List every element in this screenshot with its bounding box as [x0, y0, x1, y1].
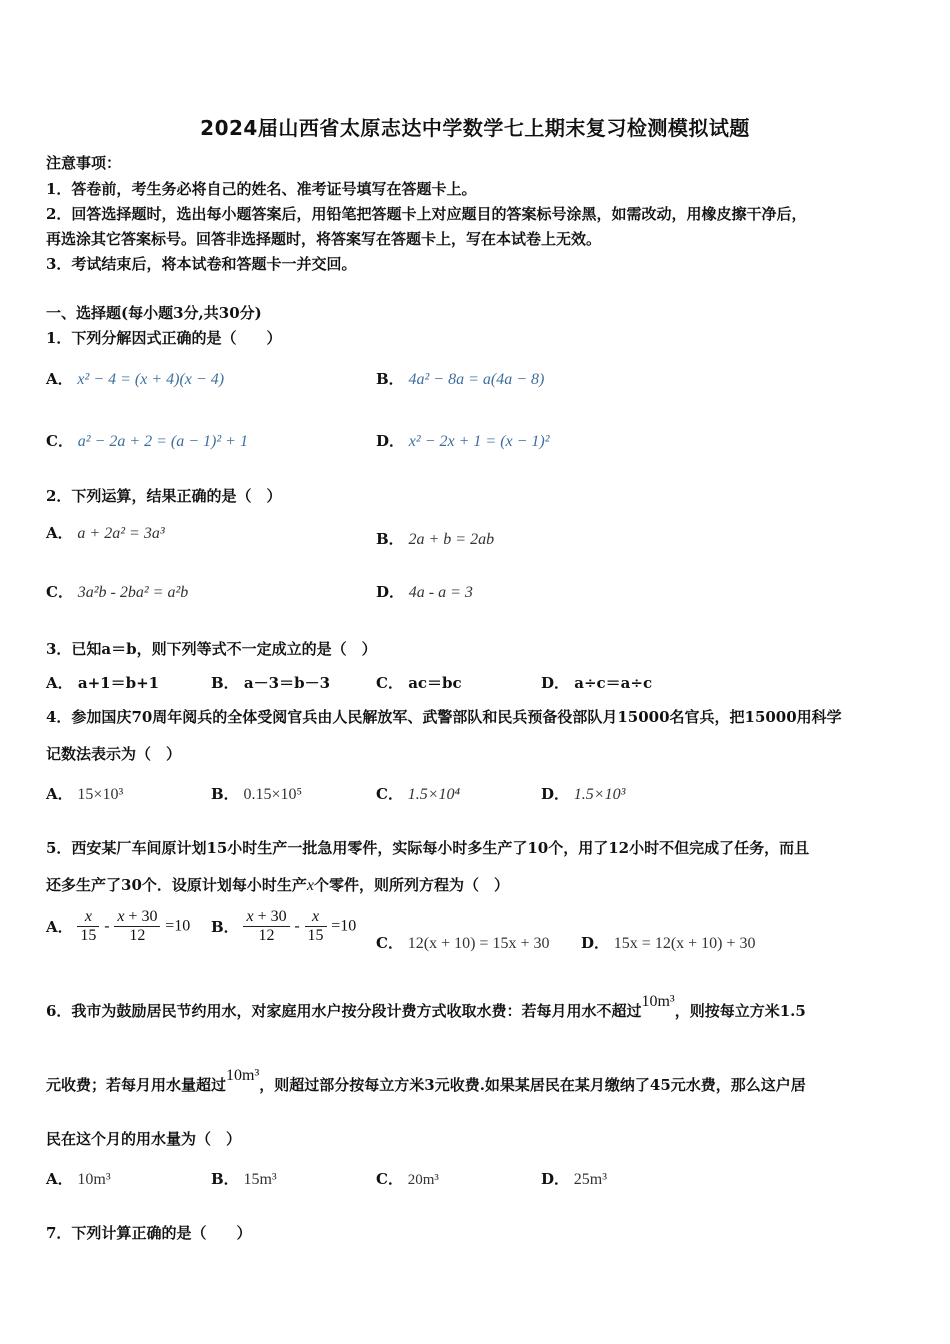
- q2-option-d: [376, 581, 473, 602]
- q5-option-d-expr: 15x = 12(x + 10) + 30: [613, 935, 756, 952]
- option-label: B．: [211, 785, 239, 803]
- q6-stem-part3: 元收费；若每月用水量超过: [46, 1076, 227, 1094]
- q1-option-d-expr: x² − 2x + 1 = (x − 1)²: [408, 433, 550, 450]
- q2-option-a: [46, 522, 165, 543]
- q4-option-c-expr: 1.5×10⁴: [407, 786, 461, 803]
- q5-option-d: [581, 932, 756, 953]
- notice-item-2: 2．回答选择题时，选出每小题答案后，用铅笔把答题卡上对应题目的答案标号涂黑，如需改动，用橡皮擦干净后，: [46, 205, 807, 223]
- q3-option-a-expr: a+1＝b+1: [77, 674, 160, 692]
- q3-stem: 3．已知a＝b，则下列等式不一定成立的是（ ）: [46, 640, 377, 658]
- option-label: C．: [376, 934, 403, 952]
- q5-stem-part1: 还多生产了30个．设原计划每小时生产: [46, 876, 307, 894]
- q3-option-b: [211, 672, 330, 693]
- option-label: D．: [376, 583, 405, 601]
- q1-option-a: [46, 368, 224, 389]
- q6-option-b: [211, 1168, 277, 1189]
- q5-b-fraction-2: $\frac{x}{15}$: [305, 908, 327, 945]
- option-label: A．: [46, 674, 73, 692]
- q3-option-a: [46, 672, 159, 693]
- q2-option-d-expr: 4a - a = 3: [408, 584, 473, 601]
- q4-option-a-expr: 15×10³: [77, 786, 124, 803]
- q5-b-fraction-1: $\frac{x + 30}{12}$: [243, 908, 289, 945]
- q4-option-c: [376, 783, 460, 804]
- q2-option-b-expr: 2a + b = 2ab: [408, 531, 495, 548]
- q5-option-b: B． $\frac{x + 30}{12}$ - $\frac{x}{15}$ =10: [211, 908, 357, 944]
- q6-stem-part1: 6．我市为鼓励居民节约用水，对家庭用水户按分段计费方式收取水费：若每月用水不超过: [46, 1002, 642, 1020]
- q4-option-b: [211, 783, 302, 804]
- option-label: C．: [376, 674, 403, 692]
- q5-stem-line1: 5．西安某厂车间原计划15小时生产一批急用零件，实际每小时多生产了10个，用了12小时不但完成了任务，而且: [46, 839, 810, 857]
- q5-a-fraction-2: $\frac{x + 30}{12}$: [114, 908, 160, 945]
- notice-item-3: 3．考试结束后，将本试卷和答题卡一并交回。: [46, 255, 357, 273]
- q5-option-c: [376, 932, 549, 953]
- option-label: A．: [46, 524, 73, 542]
- q1-option-c-expr: a² − 2a + 2 = (a − 1)² + 1: [77, 433, 248, 450]
- q6-option-d: [541, 1168, 607, 1189]
- q6-unit-2: 10m³: [226, 1067, 260, 1084]
- option-label: A．: [46, 918, 73, 936]
- option-label: B．: [376, 370, 404, 388]
- option-label: C．: [46, 432, 73, 450]
- q6-stem-line1: [46, 993, 806, 1021]
- q6-stem-line2: [46, 1067, 806, 1095]
- q6-stem-line3: 民在这个月的用水量为（ ）: [46, 1130, 242, 1148]
- q6-unit-1: 10m³: [641, 993, 675, 1010]
- q1-option-b: [376, 368, 544, 389]
- option-label: C．: [376, 785, 403, 803]
- q1-option-a-expr: x² − 4 = (x + 4)(x − 4): [77, 371, 225, 388]
- q2-option-c: [46, 581, 188, 602]
- q5-variable: x: [306, 877, 314, 894]
- q5-stem-line2: [46, 874, 509, 895]
- q4-option-d: [541, 783, 625, 804]
- q5-option-c-expr: 12(x + 10) = 15x + 30: [407, 935, 550, 952]
- q4-option-b-expr: 0.15×10⁵: [243, 786, 303, 803]
- option-label: A．: [46, 785, 73, 803]
- q2-option-a-expr: a + 2a² = 3a³: [77, 525, 165, 542]
- q5-stem-part2: 个零件，则所列方程为（ ）: [314, 876, 510, 894]
- option-label: D．: [541, 674, 570, 692]
- q4-option-d-expr: 1.5×10³: [573, 786, 626, 803]
- q6-option-c: [376, 1168, 439, 1189]
- q4-stem-line2: 记数法表示为（ ）: [46, 745, 182, 763]
- q5-option-a: A． $\frac{x}{15}$ - $\frac{x + 30}{12}$ =10: [46, 908, 191, 944]
- page-title: 2024届山西省太原志达中学数学七上期末复习检测模拟试题: [200, 116, 750, 140]
- q3-option-d: [541, 672, 652, 693]
- q3-option-c-expr: ac＝bc: [408, 674, 462, 692]
- option-label: D．: [541, 1170, 570, 1188]
- q6-option-a: [46, 1168, 111, 1189]
- q4-option-a: [46, 783, 123, 804]
- option-label: D．: [376, 432, 405, 450]
- q6-stem-part2: ，则按每立方米1.5: [674, 1002, 806, 1020]
- q1-stem: 1．下列分解因式正确的是（ ）: [46, 329, 282, 347]
- notice-item-1: 1．答卷前，考生务必将自己的姓名、准考证号填写在答题卡上。: [46, 180, 477, 198]
- q3-option-b-expr: a－3＝b－3: [243, 674, 331, 692]
- q1-option-b-expr: 4a² − 8a = a(4a − 8): [408, 371, 545, 388]
- q2-option-c-expr: 3a²b - 2ba² = a²b: [77, 584, 189, 601]
- q6-option-a-expr: 10m³: [77, 1171, 111, 1188]
- option-label: D．: [581, 934, 610, 952]
- option-label: C．: [376, 1170, 403, 1188]
- q1-option-d: [376, 430, 550, 451]
- option-label: B．: [376, 530, 404, 548]
- option-label: B．: [211, 1170, 239, 1188]
- option-label: D．: [541, 785, 570, 803]
- q5-a-fraction-1: $\frac{x}{15}$: [77, 908, 99, 945]
- q6-stem-part4: ，则超过部分按每立方米3元收费.如果某居民在某月缴纳了45元水费，那么这户居: [259, 1076, 806, 1094]
- notice-item-2-cont: 再选涂其它答案标号。回答非选择题时，将答案写在答题卡上，写在本试卷上无效。: [46, 230, 602, 248]
- q6-option-d-expr: 25m³: [573, 1171, 608, 1188]
- option-label: C．: [46, 583, 73, 601]
- section-heading: 一、选择题(每小题3分,共30分): [46, 304, 262, 322]
- q7-stem: 7．下列计算正确的是（ ）: [46, 1224, 252, 1242]
- q3-option-c: [376, 672, 462, 693]
- q2-stem: 2．下列运算，结果正确的是（ ）: [46, 487, 282, 505]
- option-label: A．: [46, 370, 73, 388]
- q6-option-c-expr: 20m³: [407, 1172, 439, 1188]
- q4-stem-line1: 4．参加国庆70周年阅兵的全体受阅官兵由人民解放军、武警部队和民兵预备役部队月15000名官兵，把15000用科学: [46, 708, 842, 726]
- q6-option-b-expr: 15m³: [243, 1171, 277, 1188]
- option-label: B．: [211, 918, 239, 936]
- notice-heading: 注意事项：: [46, 154, 122, 172]
- q1-option-c: [46, 430, 248, 451]
- q3-option-d-expr: a÷c＝a÷c: [574, 674, 653, 692]
- option-label: B．: [211, 674, 239, 692]
- q2-option-b: [376, 528, 494, 549]
- option-label: A．: [46, 1170, 73, 1188]
